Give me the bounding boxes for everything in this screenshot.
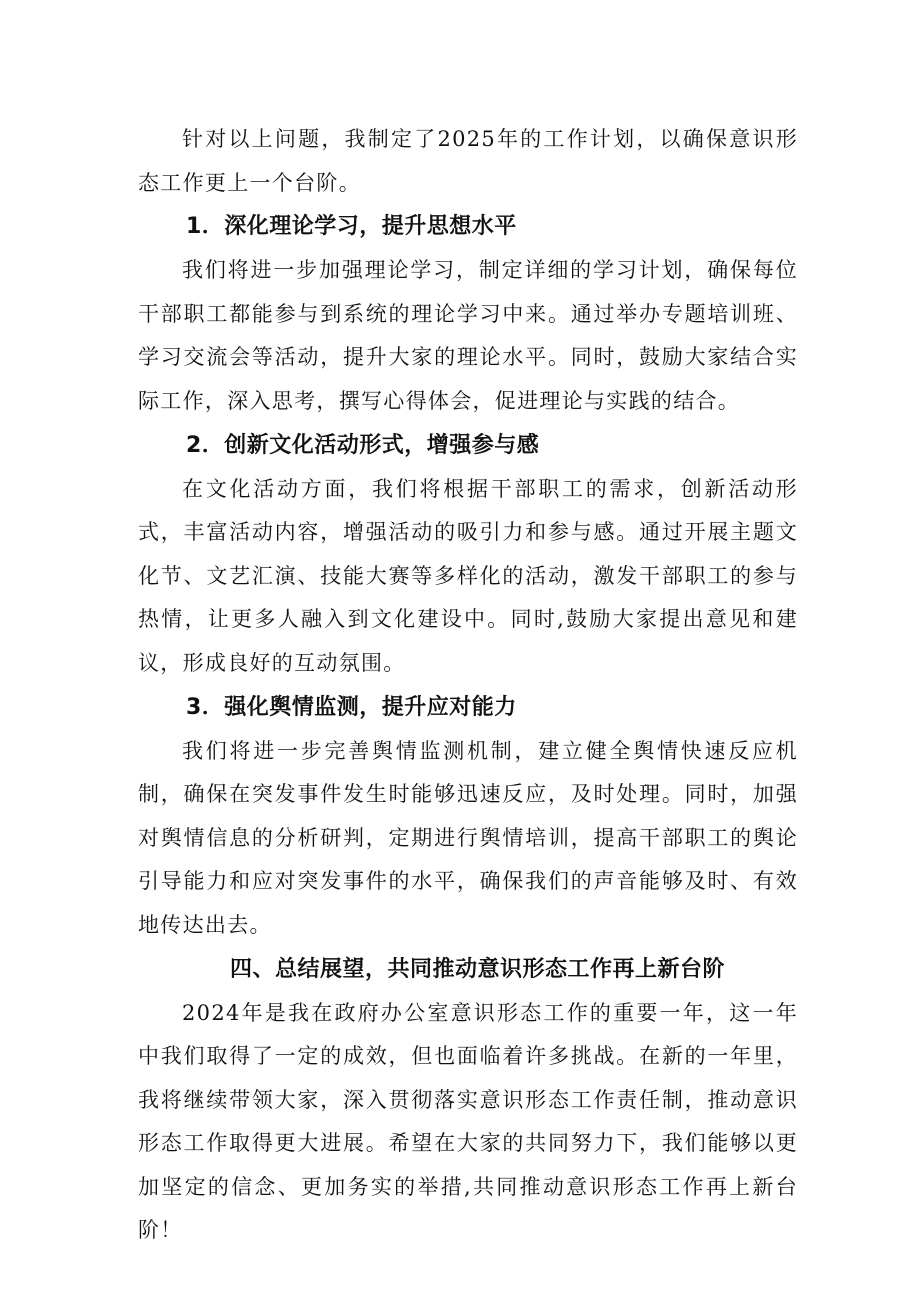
intro-paragraph: 针对以上问题，我制定了2025年的工作计划，以确保意识形态工作更上一个台阶。: [138, 127, 798, 195]
document-body: [138, 118, 798, 1253]
item-2-body: 在文化活动方面，我们将根据干部职工的需求，创新活动形式，丰富活动内容，增强活动的吸引力和参与感。通过开展主题文化节、文艺汇演、技能大赛等多样化的活动，激发干部职工的参与热情，让更多人融入到文化建设中。同时,鼓励大家提出意见和建议，形成良好的互动氛围。: [138, 476, 798, 675]
section-four-title: 四、总结展望，共同推动意识形态工作再上新台阶: [230, 956, 726, 982]
item-1-body: 我们将进一步加强理论学习，制定详细的学习计划，确保每位干部职工都能参与到系统的理论学习中来。通过举办专题培训班、学习交流会等活动，提升大家的理论水平。同时，鼓励大家结合实际工作，深入思考，撰写心得体会，促进理论与实践的结合。: [138, 258, 798, 413]
section-four-body: 2024年是我在政府办公室意识形态工作的重要一年，这一年中我们取得了一定的成效，但也面临着许多挑战。在新的一年里，我将继续带领大家，深入贯彻落实意识形态工作责任制，推动意识形态工作取得更大进展。希望在大家的共同努力下，我们能够以更加坚定的信念、更加务实的举措,共同推动意识形态工作再上新台阶！: [138, 1000, 798, 1243]
item-2-heading: 2．创新文化活动形式，增强参与感: [186, 432, 540, 458]
item-3-body: 我们将进一步完善舆情监测机制，建立健全舆情快速反应机制，确保在突发事件发生时能够迅速反应，及时处理。同时，加强对舆情信息的分析研判，定期进行舆情培训，提高干部职工的舆论引导能力和应对突发事件的水平，确保我们的声音能够及时、有效地传达出去。: [138, 738, 798, 937]
item-1-heading: 1．深化理论学习，提升思想水平: [186, 214, 517, 240]
item-3-heading: 3．强化舆情监测，提升应对能力: [186, 694, 517, 720]
